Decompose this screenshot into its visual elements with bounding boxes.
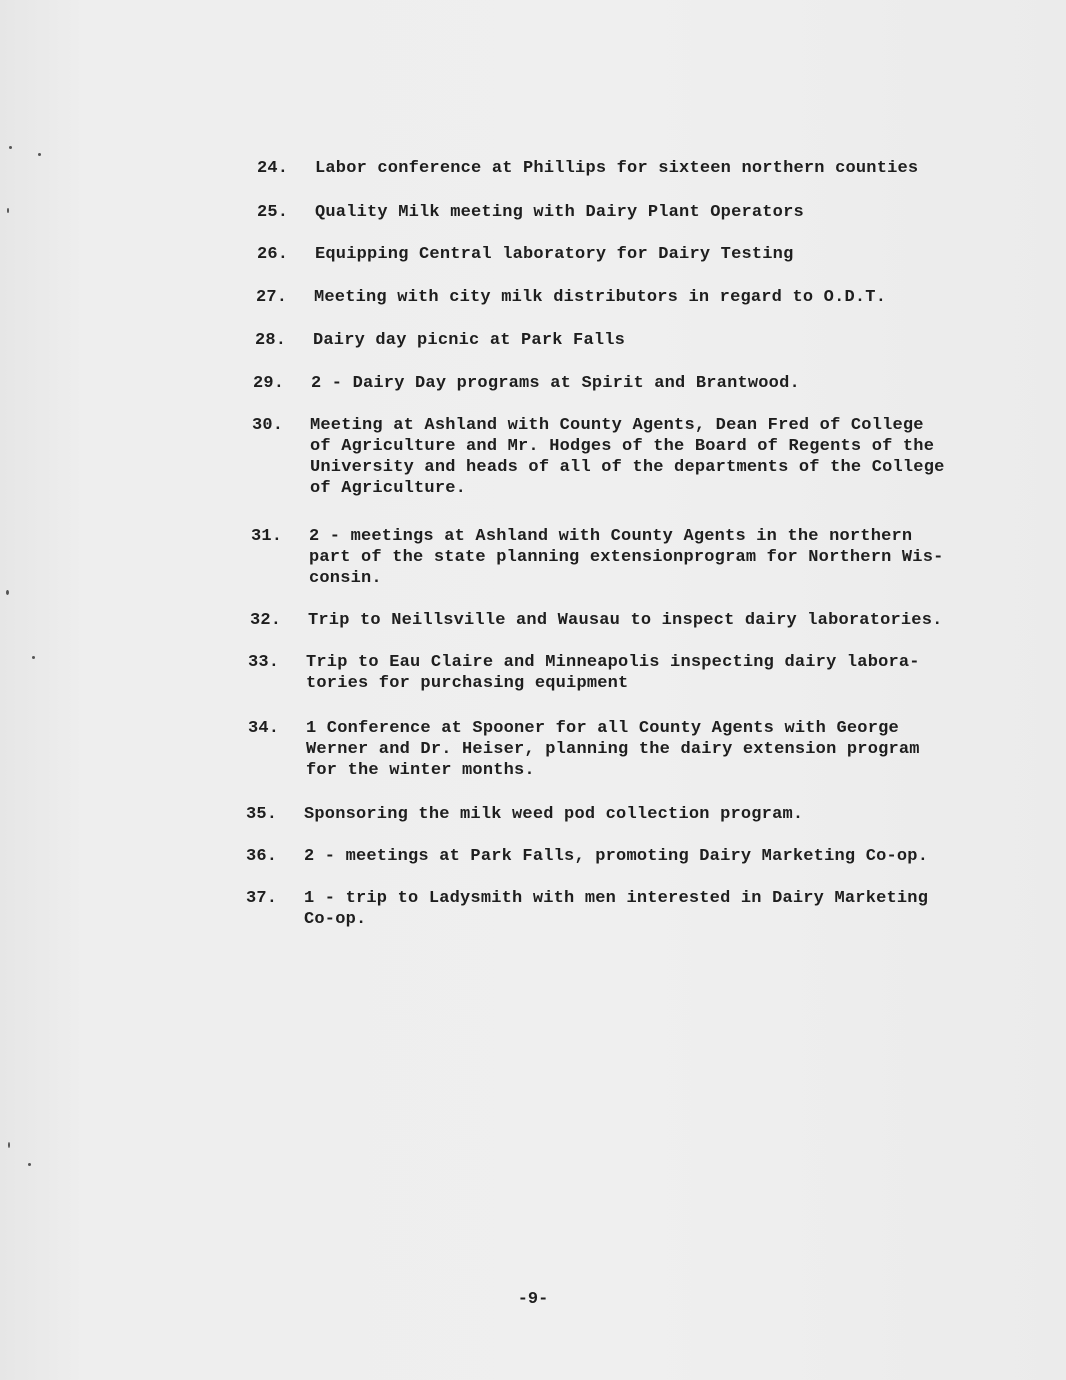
item-number: 36.	[246, 847, 278, 866]
item-number: 33.	[248, 653, 280, 672]
paper-speck	[28, 1163, 31, 1166]
item-text: 1 Conference at Spooner for all County Agents with George Werner and Dr. Heiser, planning the dairy extension program for the winter months.	[306, 719, 920, 780]
item-number: 27.	[256, 288, 288, 307]
item-text: 1 - trip to Ladysmith with men interested in Dairy Marketing Co-op.	[304, 889, 929, 929]
paper-speck	[6, 590, 9, 595]
list-item	[251, 526, 944, 589]
item-number: 28.	[255, 331, 287, 350]
item-number: 34.	[248, 719, 280, 738]
list-item	[246, 804, 803, 825]
paper-speck	[7, 208, 9, 213]
item-text: 2 - meetings at Ashland with County Agents in the northern part of the state planning extensionprogram for Northern Wis- consin.	[309, 527, 944, 588]
item-number: 29.	[253, 374, 285, 393]
item-text: Equipping Central laboratory for Dairy Testing	[315, 245, 794, 264]
list-item	[250, 610, 943, 631]
item-text: Quality Milk meeting with Dairy Plant Operators	[315, 203, 804, 222]
item-text: Dairy day picnic at Park Falls	[313, 331, 626, 350]
list-item	[246, 846, 928, 867]
paper-speck	[32, 656, 35, 659]
item-number: 24.	[257, 159, 289, 178]
item-text: 2 - Dairy Day programs at Spirit and Brantwood.	[311, 374, 800, 393]
item-text: Trip to Neillsville and Wausau to inspect dairy laboratories.	[308, 611, 943, 630]
item-text: Meeting with city milk distributors in regard to O.D.T.	[314, 288, 887, 307]
item-number: 35.	[246, 805, 278, 824]
item-number: 30.	[252, 416, 284, 435]
list-item	[248, 718, 920, 781]
item-text: 2 - meetings at Park Falls, promoting Dairy Marketing Co-op.	[304, 847, 929, 866]
list-item	[257, 202, 804, 223]
item-number: 37.	[246, 889, 278, 908]
page-number: -9-	[517, 1290, 549, 1309]
paper-speck	[38, 153, 41, 156]
list-item	[255, 330, 625, 351]
item-text: Labor conference at Phillips for sixteen northern counties	[315, 159, 919, 178]
item-text: Sponsoring the milk weed pod collection program.	[304, 805, 804, 824]
item-number: 31.	[251, 527, 283, 546]
list-item	[257, 158, 918, 179]
list-item	[256, 287, 886, 308]
item-number: 26.	[257, 245, 289, 264]
paper-speck	[9, 146, 12, 149]
paper-speck	[8, 1142, 10, 1148]
list-item	[246, 888, 928, 930]
list-item	[252, 415, 945, 499]
item-number: 32.	[250, 611, 282, 630]
list-item	[257, 244, 793, 265]
item-number: 25.	[257, 203, 289, 222]
list-item	[248, 652, 920, 694]
item-text: Trip to Eau Claire and Minneapolis inspecting dairy labora- tories for purchasing equipment	[306, 653, 920, 693]
list-item	[253, 373, 800, 394]
item-text: Meeting at Ashland with County Agents, Dean Fred of College of Agriculture and Mr. Hodges of the Board of Regents of the University and heads of all of the departments of the College of Agriculture.	[310, 416, 945, 498]
